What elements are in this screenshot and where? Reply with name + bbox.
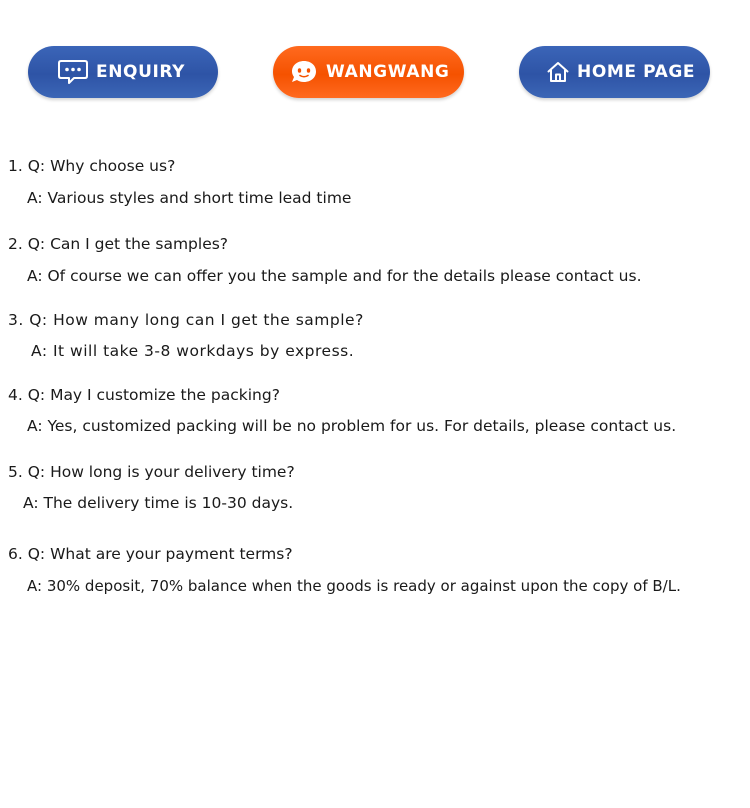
faq-question-3: 3. Q: How many long can I get the sample? [8,311,364,329]
faq-answer-4: A: Yes, customized packing will be no problem for us. For details, please contact us. [27,417,677,435]
faq-answer-6: A: 30% deposit, 70% balance when the goods is ready or against upon the copy of B/L. [27,577,681,595]
home-page-button-label: HOME PAGE [577,62,696,82]
faq-answer-5: A: The delivery time is 10-30 days. [23,494,294,512]
faq-answer-2: A: Of course we can offer you the sample and for the details please contact us. [27,267,642,285]
faq-question-4: 4. Q: May I customize the packing? [8,386,280,404]
faq-question-1: 1. Q: Why choose us? [8,157,176,175]
house-icon [546,60,570,84]
faq-question-2: 2. Q: Can I get the samples? [8,235,229,253]
faq-answer-1: A: Various styles and short time lead time [27,189,352,207]
home-page-button[interactable] [519,46,710,98]
faq-question-5: 5. Q: How long is your delivery time? [8,463,295,481]
faq-answer-3: A: It will take 3-8 workdays by express. [31,342,355,360]
chat-bubble-icon [57,58,89,86]
wangwang-button[interactable] [273,46,464,98]
wangwang-face-icon [289,58,319,86]
enquiry-button-label: ENQUIRY [96,62,186,82]
faq-question-6: 6. Q: What are your payment terms? [8,545,293,563]
enquiry-button[interactable] [28,46,218,98]
wangwang-button-label: WANGWANG [326,62,450,82]
